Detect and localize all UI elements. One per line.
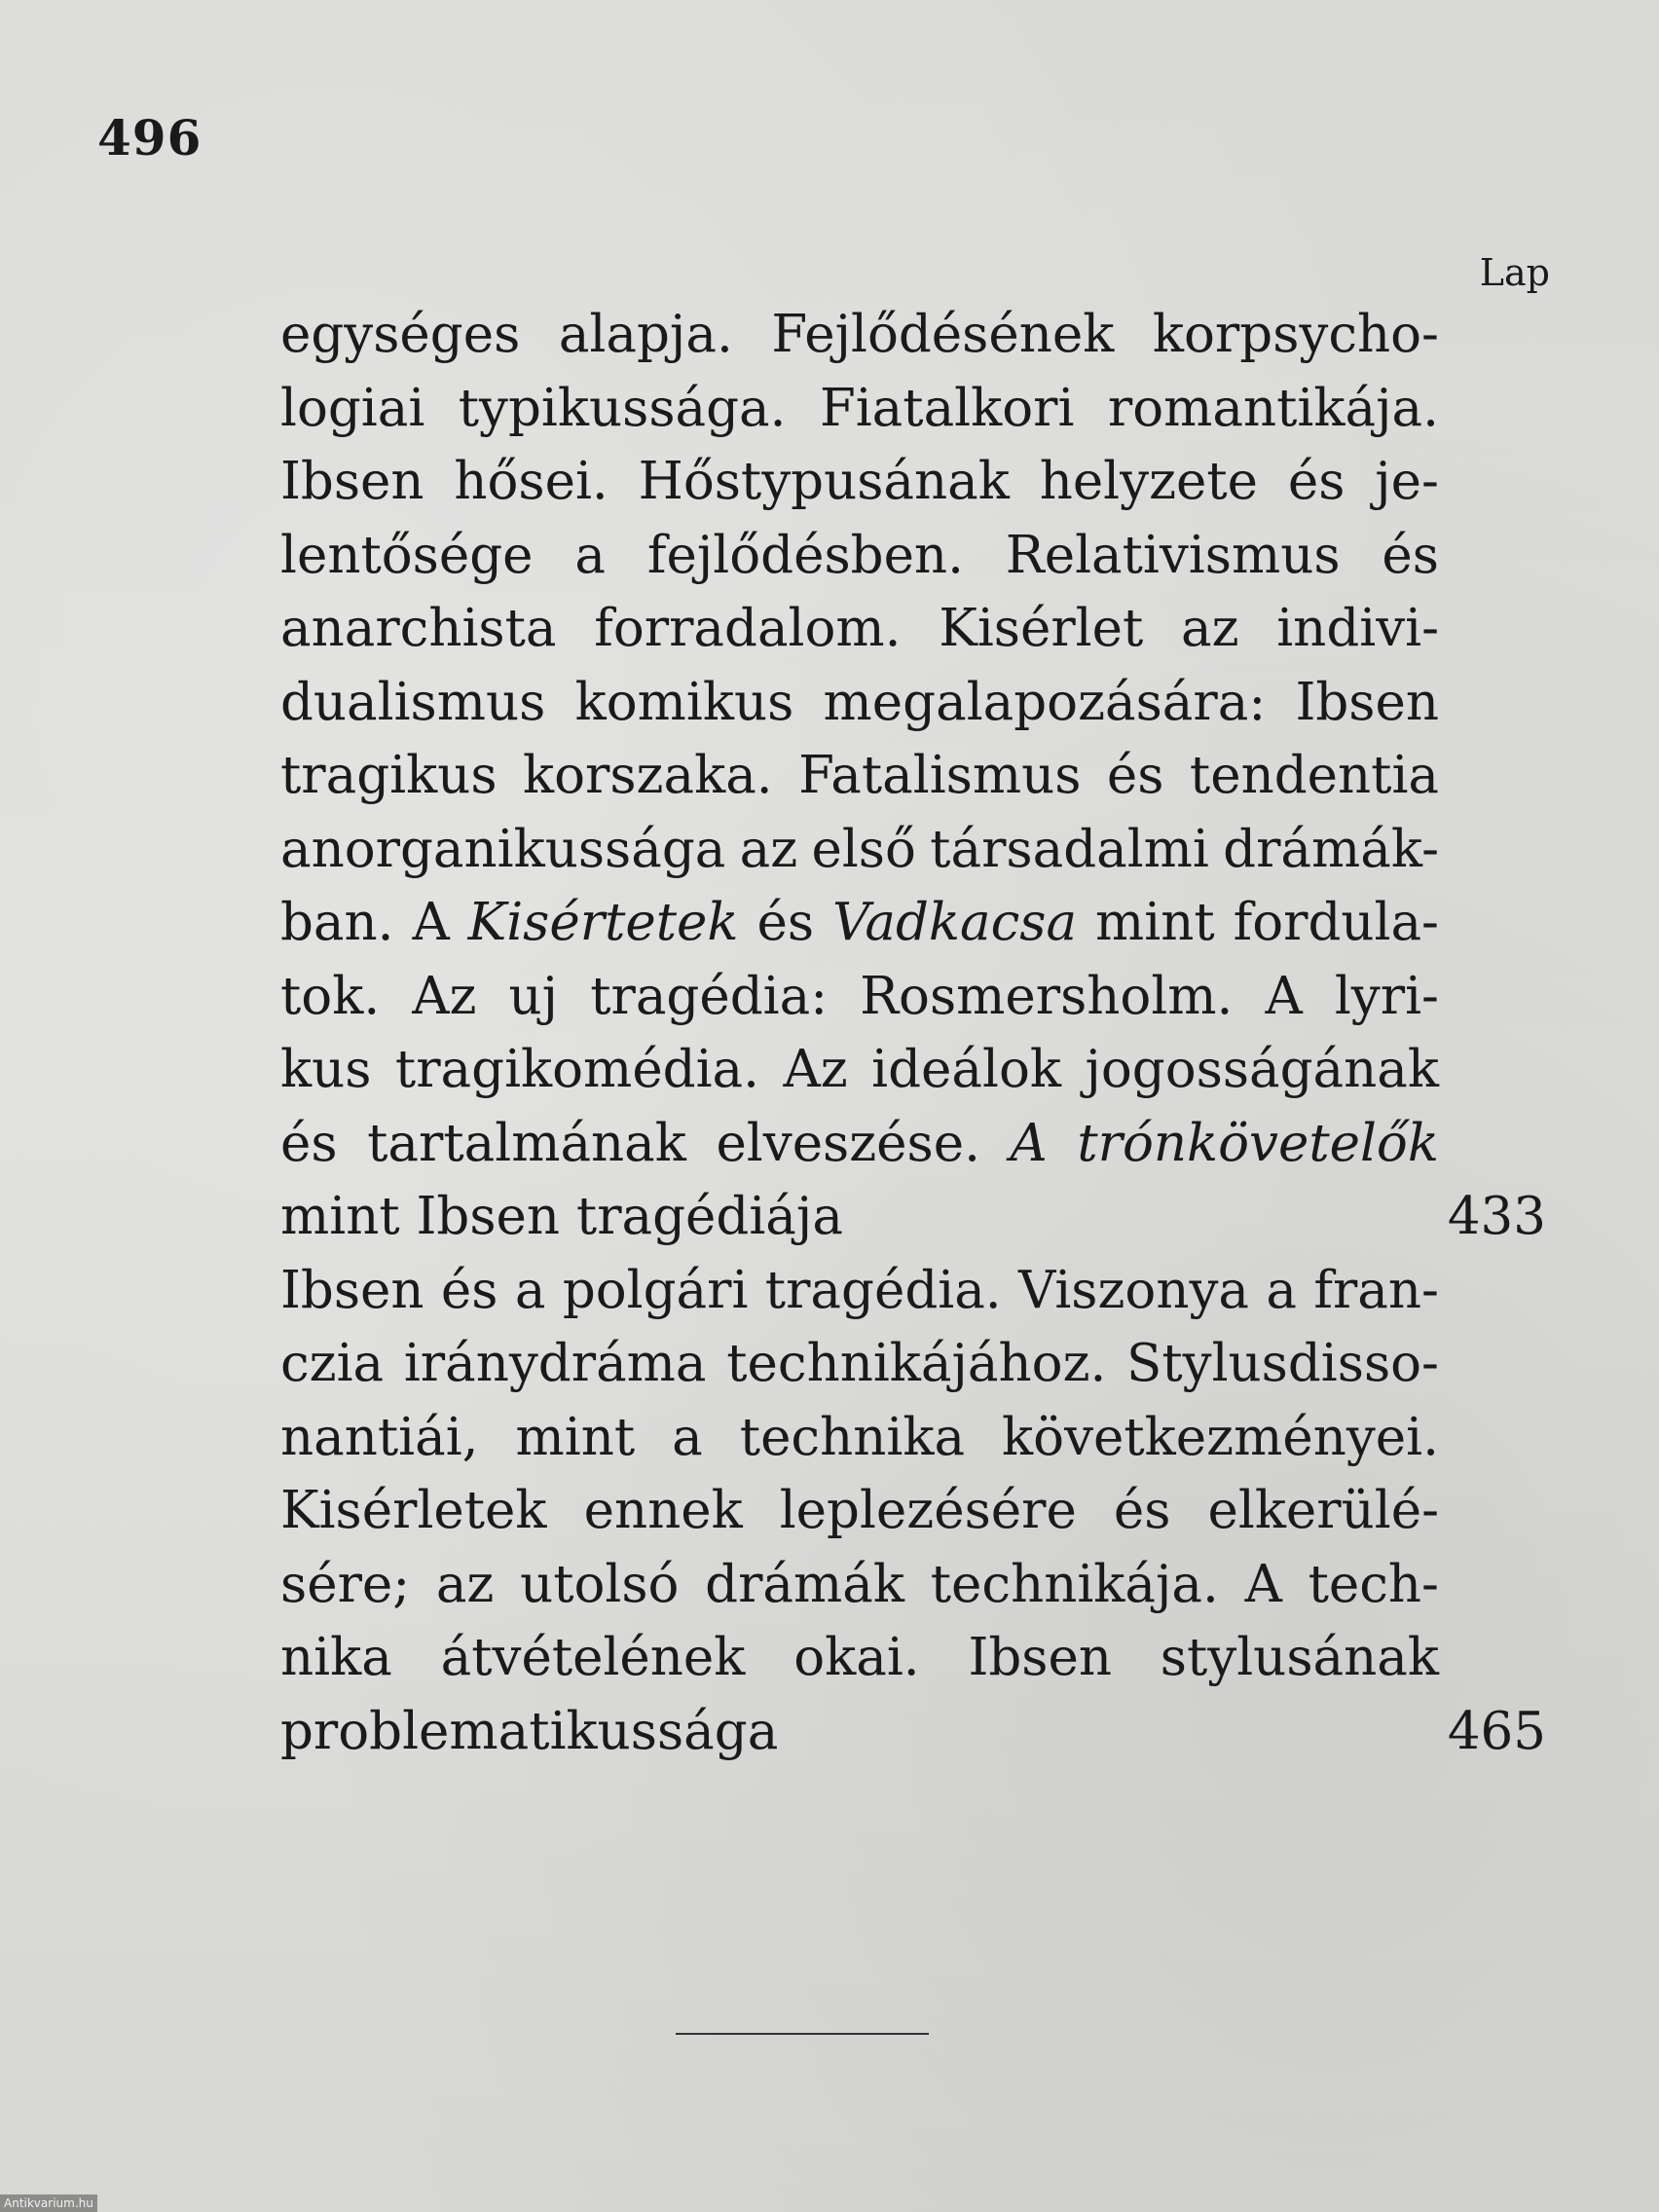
- word: Az: [412, 966, 477, 1026]
- text-line: [280, 1254, 1439, 1328]
- dot-leader: [866, 1180, 1424, 1254]
- word: mint: [1095, 893, 1215, 952]
- word: ban.: [280, 893, 394, 952]
- word: Relativismus: [1005, 525, 1341, 585]
- text-line: [280, 519, 1439, 593]
- word: lyri-: [1334, 966, 1439, 1026]
- word: tragikomédia.: [394, 1040, 760, 1099]
- word: stylusának: [1160, 1628, 1439, 1687]
- page-reference: 433: [1447, 1187, 1546, 1246]
- word: első: [811, 819, 916, 879]
- word: Rosmersholm.: [860, 966, 1234, 1026]
- entry-text: mint Ibsen tragédiája: [280, 1187, 843, 1246]
- dot-leader: [801, 1695, 1424, 1769]
- word: Hőstypusának: [638, 452, 1010, 511]
- word: Ibsen: [968, 1628, 1112, 1687]
- word: Fejlődésének: [771, 305, 1115, 364]
- word: helyzete: [1039, 452, 1259, 511]
- word: kus: [280, 1040, 372, 1099]
- word: tragédia:: [590, 966, 829, 1026]
- text-line: [280, 1401, 1439, 1475]
- page-reference: 465: [1447, 1701, 1546, 1761]
- text-line: [280, 739, 1439, 813]
- word: korpsycho-: [1152, 305, 1439, 364]
- word: és: [1113, 1481, 1171, 1540]
- word: és: [440, 1260, 498, 1320]
- word: következményei.: [1002, 1407, 1439, 1467]
- text-line: [280, 1033, 1439, 1107]
- word: és: [1106, 746, 1164, 805]
- word: A: [412, 893, 450, 952]
- word: Ibsen: [280, 1260, 424, 1320]
- word: korszaka.: [523, 746, 773, 805]
- word: elkerülé-: [1207, 1481, 1439, 1540]
- word: tendentia: [1189, 746, 1439, 805]
- text-line: [280, 666, 1439, 740]
- text-line: [280, 372, 1439, 446]
- section-end-rule: [676, 2033, 929, 2035]
- word: dualismus: [280, 672, 546, 732]
- word: Az: [783, 1040, 848, 1099]
- word: je-: [1375, 452, 1439, 511]
- word: jogosságának: [1085, 1040, 1439, 1099]
- text-line: [280, 592, 1439, 666]
- word: egységes: [280, 305, 521, 364]
- word: tragédia.: [764, 1260, 1002, 1320]
- word: uj: [508, 966, 559, 1026]
- text-line: [280, 1474, 1439, 1548]
- word: tech-: [1308, 1554, 1439, 1614]
- word: és: [280, 1113, 338, 1173]
- text-line: [280, 960, 1439, 1034]
- text-line: [280, 1548, 1439, 1622]
- entry-text: problematikussága: [280, 1701, 779, 1761]
- word: drámák: [705, 1554, 905, 1614]
- word: tartalmának: [367, 1113, 686, 1173]
- word: Stylusdisso-: [1126, 1334, 1439, 1393]
- word: és: [756, 893, 815, 952]
- word: az: [739, 819, 798, 879]
- word: technika: [739, 1407, 966, 1467]
- word: nika: [280, 1628, 392, 1687]
- page-number: 496: [97, 109, 203, 166]
- word: technikájához.: [726, 1334, 1107, 1393]
- word: sére;: [280, 1554, 411, 1614]
- word: társadalmi: [930, 819, 1209, 879]
- text-line: [280, 1107, 1439, 1181]
- word: a: [672, 1407, 703, 1467]
- word: és: [1287, 452, 1346, 511]
- toc-entry-1-last-line: [280, 1180, 1546, 1254]
- text-line: [280, 298, 1439, 372]
- word: leplezésére: [779, 1481, 1077, 1540]
- word: Ibsen: [280, 452, 424, 511]
- word: lentősége: [280, 525, 534, 585]
- word: elveszése.: [716, 1113, 980, 1173]
- word: romantikája.: [1107, 378, 1439, 438]
- word: és: [1382, 525, 1439, 585]
- italic-title-article: A: [1010, 1113, 1048, 1173]
- italic-title-tronkovetelok: trónkövetelők: [1077, 1113, 1439, 1173]
- word: Kisérlet: [939, 599, 1144, 658]
- toc-entry-2-last-line: [280, 1695, 1546, 1769]
- word: hősei.: [454, 452, 608, 511]
- word: A: [1265, 966, 1303, 1026]
- word: alapja.: [558, 305, 733, 364]
- word: iránydráma: [403, 1334, 707, 1393]
- word: czia: [280, 1334, 385, 1393]
- word: átvételének: [440, 1628, 746, 1687]
- word: a: [514, 1260, 546, 1320]
- italic-title-vadkacsa: Vadkacsa: [831, 893, 1078, 952]
- word: a: [1266, 1260, 1297, 1320]
- word: okai.: [793, 1628, 920, 1687]
- text-line: [280, 1327, 1439, 1401]
- word: komikus: [574, 672, 794, 732]
- watermark: Antikvarium.hu: [0, 2194, 97, 2212]
- word: anarchista: [280, 599, 557, 658]
- word: az: [1181, 599, 1239, 658]
- word: technikája.: [930, 1554, 1219, 1614]
- word: nantiái,: [280, 1407, 479, 1467]
- word: tok.: [280, 966, 381, 1026]
- text-line: [280, 1621, 1439, 1695]
- text-line: [280, 813, 1439, 887]
- toc-text-block: [280, 298, 1546, 1768]
- word: tragikus: [280, 746, 498, 805]
- italic-title-kisertetek: Kisértetek: [467, 893, 739, 952]
- word: a: [574, 525, 606, 585]
- word: anorganikussága: [280, 819, 726, 879]
- word: fran-: [1313, 1260, 1439, 1320]
- word: forradalom.: [594, 599, 902, 658]
- word: A: [1244, 1554, 1282, 1614]
- word: indivi-: [1276, 599, 1439, 658]
- word: Kisérletek: [280, 1481, 547, 1540]
- word: polgári: [562, 1260, 749, 1320]
- text-line: [280, 445, 1439, 519]
- word: utolsó: [520, 1554, 680, 1614]
- word: drámák-: [1223, 819, 1439, 879]
- column-header-lap: Lap: [1479, 251, 1550, 294]
- text-line: [280, 886, 1439, 960]
- word: logiai: [280, 378, 425, 438]
- word: ideálok: [871, 1040, 1061, 1099]
- word: fordula-: [1233, 893, 1439, 952]
- word: fejlődésben.: [646, 525, 964, 585]
- word: Ibsen: [1295, 672, 1439, 732]
- word: Fatalismus: [798, 746, 1082, 805]
- word: Viszonya: [1018, 1260, 1250, 1320]
- word: ennek: [583, 1481, 743, 1540]
- word: megalapozására:: [823, 672, 1267, 732]
- word: mint: [515, 1407, 636, 1467]
- word: Fiatalkori: [819, 378, 1075, 438]
- word: az: [435, 1554, 495, 1614]
- word: typikussága.: [458, 378, 787, 438]
